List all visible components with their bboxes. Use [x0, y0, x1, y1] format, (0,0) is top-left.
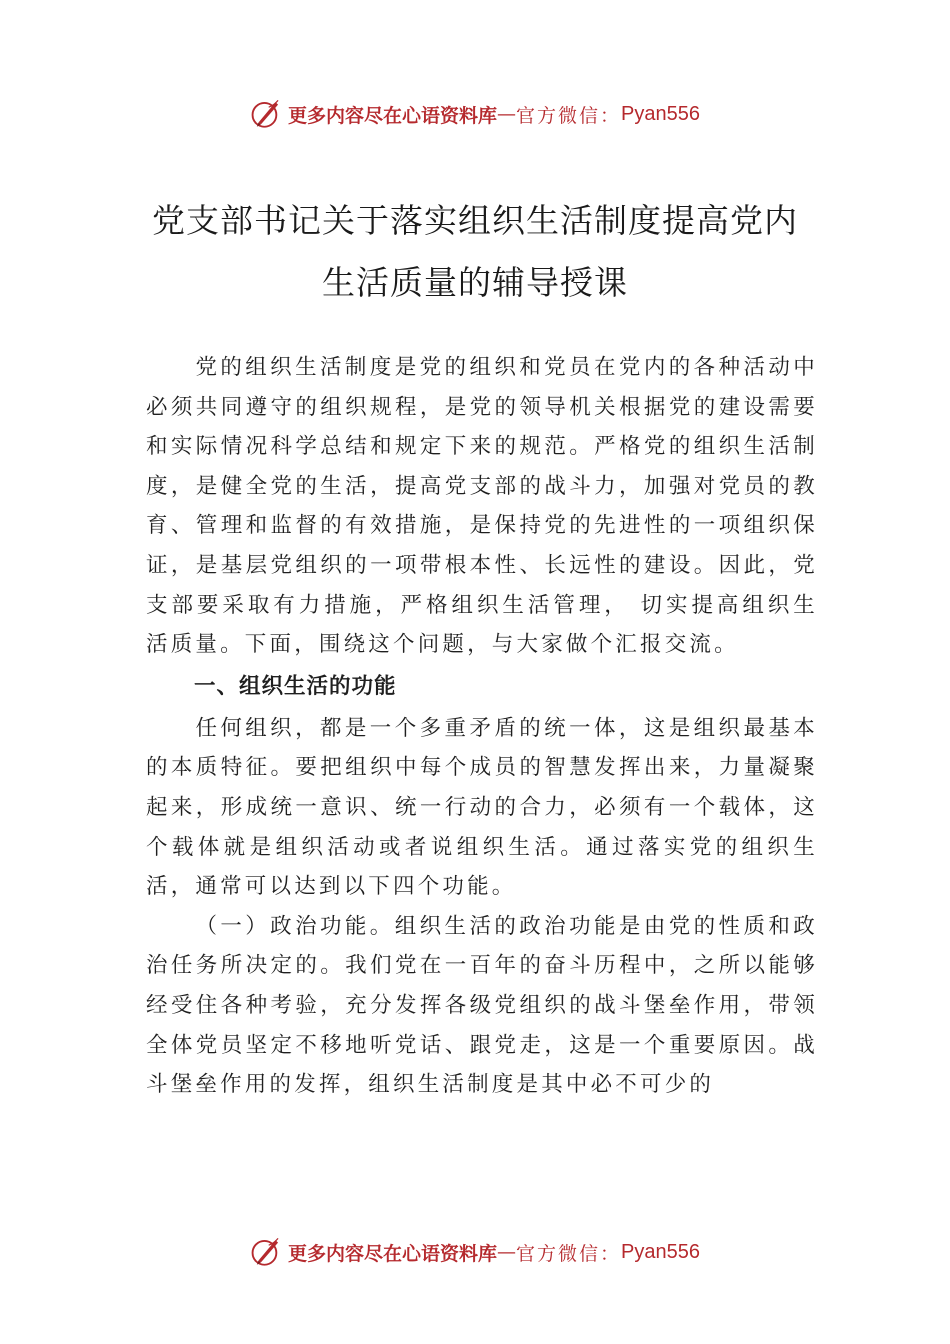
- banner-separator: —: [497, 1241, 517, 1263]
- banner-wechat-id: Pyan556: [621, 102, 700, 125]
- quill-pen-logo-icon: [250, 1235, 284, 1269]
- footer-banner: [0, 1232, 950, 1272]
- banner-main-text: 更多内容尽在心语资料库: [288, 104, 498, 127]
- body-paragraph: 任何组织，都是一个多重矛盾的统一体，这是组织最基本的本质特征。要把组织中每个成员的智慧发挥出来，力量凝聚起来，形成统一意识、统一行动的合力，必须有一个载体，这个载体就是组织活动或者说组织生活。通过落实党的组织生活，通常可以达到以下四个功能。: [146, 715, 818, 900]
- body-paragraph: （一）政治功能。组织生活的政治功能是由党的性质和政治任务所决定的。我们党在一百年的奋斗历程中，之所以能够经受住各种考验，充分发挥各级党组织的战斗堡垒作用，带领全体党员坚定不移地听党话、跟党走，这是一个重要原因。战斗堡垒作用的发挥，组织生活制度是其中必不可少的: [146, 913, 818, 1098]
- document-title: 党支部书记关于落实组织生活制度提高党内生活质量的辅导授课: [152, 201, 798, 302]
- banner-separator: —: [497, 103, 517, 125]
- banner-main-text: 更多内容尽在心语资料库: [288, 1242, 498, 1265]
- banner-wechat-id: Pyan556: [621, 1240, 700, 1263]
- banner-wechat-label: 官方微信：: [516, 1242, 622, 1265]
- document-body: [146, 348, 818, 1105]
- header-banner: [0, 94, 950, 134]
- banner-wechat-label: 官方微信：: [516, 104, 622, 127]
- section-heading: 一、组织生活的功能: [194, 673, 397, 699]
- intro-paragraph: 党的组织生活制度是党的组织和党员在党内的各种活动中必须共同遵守的组织规程，是党的领导机关根据党的建设需要和实际情况科学总结和规定下来的规范。严格党的组织生活制度，是健全党的生活，提高党支部的战斗力，加强对党员的教育、管理和监督的有效措施，是保持党的先进性的一项组织保证，是基层党组织的一项带根本性、长远性的建设。因此，党支部要采取有力措施，严格组织生活管理， 切实提高组织生活质量。下面，围绕这个问题，与大家做个汇报交流。: [146, 355, 818, 658]
- quill-pen-logo-icon: [250, 97, 284, 131]
